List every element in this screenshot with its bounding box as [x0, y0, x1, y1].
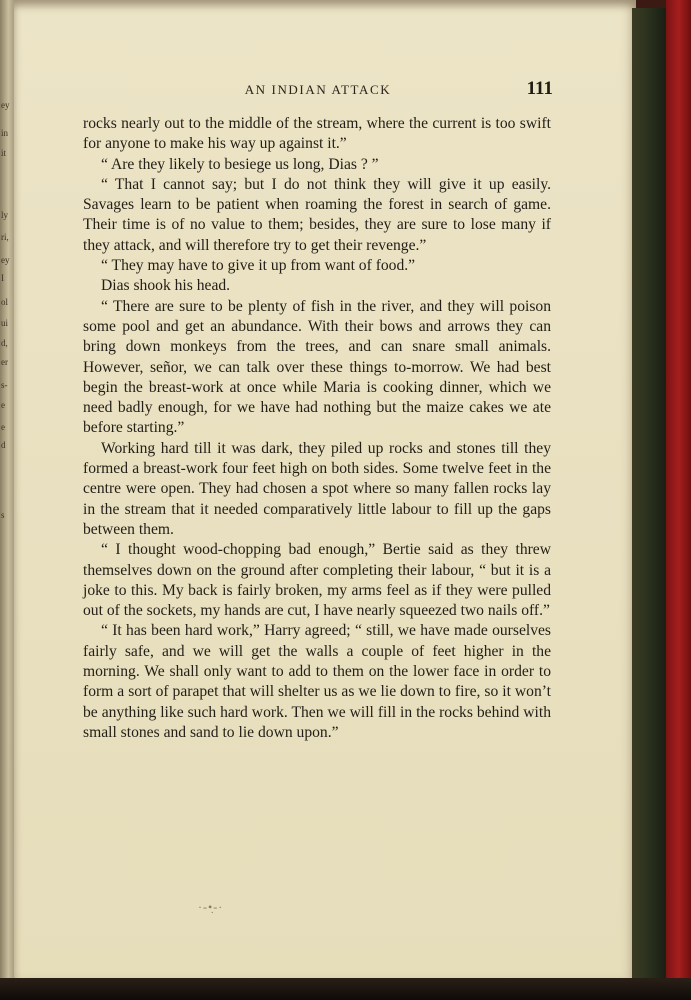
adjacent-page-fragment: e — [1, 400, 5, 410]
paragraph: “ I thought wood-chopping bad enough,” Bertie said as they threw themselves down on the ground after completing their labour, “ but it is a joke to this. My back is fairly broken, my arms feel as if they were pulled out of the sockets, my hands are cut, I have nearly squeezed two nails off.” — [83, 541, 551, 620]
book-bottom-edge — [0, 978, 691, 1000]
adjacent-page-fragment: ui — [1, 318, 9, 328]
paragraph: “ That I cannot say; but I do not think they will give it up easily. Savages learn to be patient when roaming the forest in search of game. Their time is of no value to them; besides, they are sure to lose many if they attack, and will therefore try to get their revenge.” — [83, 175, 551, 254]
adjacent-page-fragment: d — [1, 440, 6, 450]
adjacent-page-fragment: ey — [1, 100, 10, 110]
adjacent-page-fragment: ly — [1, 210, 9, 220]
book-cover — [666, 0, 691, 1000]
adjacent-page-fragment: s- — [1, 380, 8, 390]
adjacent-page-edge — [0, 0, 14, 1000]
page-header — [83, 78, 553, 102]
paragraph: “ They may have to give it up from want of food.” — [101, 257, 416, 275]
paragraph: “ It has been hard work,” Harry agreed; “ still, we have made ourselves fairly safe, and we will get the walls a couple of feet higher in the morning. We shall only want to add to them on the lower face in order to form a sort of parapet that will shelter us as we lie down to fire, so it won’t be anything like such hard work. Then we will fill in the rocks behind with small stones and sand to lie down upon.” — [83, 622, 551, 741]
paragraph: Dias shook his head. — [101, 277, 231, 295]
paragraph: “ Are they likely to besiege us long, Dias ? ” — [101, 155, 379, 173]
adjacent-page-fragment: ol — [1, 297, 9, 307]
paragraph: Working hard till it was dark, they piled up rocks and stones till they formed a breast-work four feet high on both sides. Some twelve feet in the centre were open. They had chosen a spot where so many fallen rocks lay in the stream that it needed comparatively little labour to fill up the gaps between them. — [83, 439, 551, 538]
adjacent-page-fragment: e — [1, 422, 5, 432]
adjacent-page-fragment: ey — [1, 255, 10, 265]
adjacent-page-fragment: d, — [1, 338, 8, 348]
adjacent-page-fragment: I — [1, 273, 4, 283]
paragraph: rocks nearly out to the middle of the stream, where the current is too swift for anyone to make his way up against it.” — [83, 115, 551, 153]
adjacent-page-fragment: in — [1, 128, 9, 138]
adjacent-page-fragment: it — [1, 148, 7, 158]
adjacent-page-fragment: s — [1, 510, 5, 520]
adjacent-page-fragment: er — [1, 357, 8, 367]
body-text — [83, 114, 551, 743]
page-number: 111 — [526, 78, 553, 99]
running-head: AN INDIAN ATTACK — [244, 82, 392, 97]
ink-smudge-ornament: ·-•̣-· — [198, 900, 224, 914]
adjacent-page-fragment: ri, — [1, 232, 9, 242]
paragraph: “ There are sure to be plenty of fish in the river, and they will poison some pool and get an abundance. With their bows and arrows they can bring down monkeys from the trees, and can snare small animals. However, señor, we can talk over these things to-morrow. We had best begin the breast-work at once while Maria is cooking dinner, which we need badly enough, for we have had nothing but the maize cakes we ate before starting.” — [83, 297, 551, 437]
